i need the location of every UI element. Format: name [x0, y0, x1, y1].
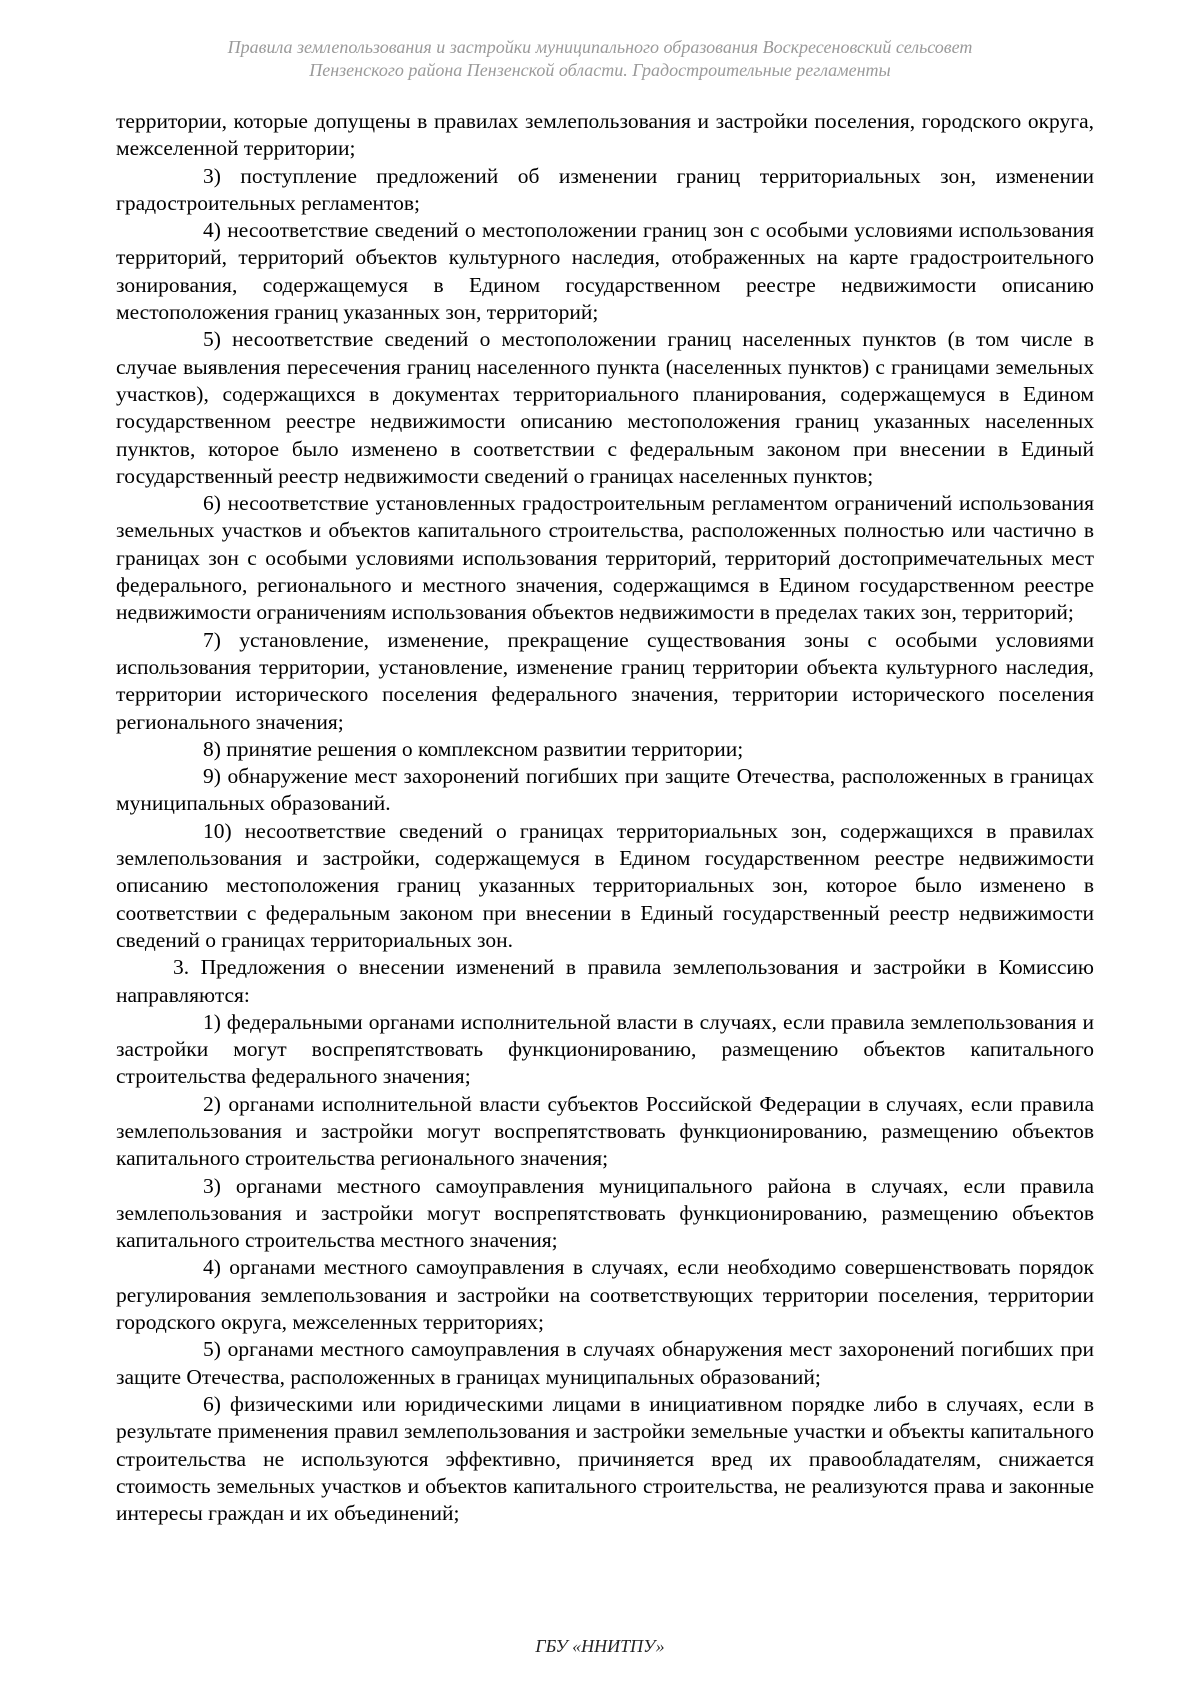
header-line-2: Пензенского района Пензенской области. Градостроительные регламенты: [309, 60, 891, 80]
page-header: [0, 36, 1200, 82]
section-3-item-5: 5) органами местного самоуправления в случаях обнаружения мест захоронений погибших при защите Отечества, расположенных в границах муниципальных образований;: [116, 1337, 1094, 1389]
page-footer: ГБУ «ННИТПУ»: [535, 1636, 665, 1656]
list-item-8: 8) принятие решения о комплексном развитии территории;: [203, 736, 744, 761]
section-3-item-3: 3) органами местного самоуправления муниципального района в случаях, если правила землепользования и застройки могут воспрепятствовать функционированию, размещению объектов капитального строительства местного значения;: [116, 1173, 1094, 1253]
header-line-1: Правила землепользования и застройки муниципального образования Воскресеновский сельсовет: [227, 37, 973, 57]
section-3-item-2: 2) органами исполнительной власти субъектов Российской Федерации в случаях, если правила землепользования и застройки могут воспрепятствовать функционированию, размещению объектов капитального строительства регионального значения;: [116, 1091, 1094, 1171]
section-3-item-1: 1) федеральными органами исполнительной власти в случаях, если правила землепользования и застройки могут воспрепятствовать функционированию, размещению объектов капитального строительства федерального значения;: [116, 1009, 1094, 1089]
section-3-item-4: 4) органами местного самоуправления в случаях, если необходимо совершенствовать порядок регулирования землепользования и застройки на соответствующих территории поселения, территории городского округа, межселенных территориях;: [116, 1255, 1094, 1335]
list-item-7: 7) установление, изменение, прекращение существования зоны с особыми условиями использования территории, установление, изменение границ территории объекта культурного наследия, территории исторического поселения федерального значения, территории исторического поселения регионального значения;: [116, 627, 1094, 734]
list-item-9: 9) обнаружение мест захоронений погибших при защите Отечества, расположенных в границах муниципальных образований.: [116, 764, 1094, 816]
list-item-4: 4) несоответствие сведений о местоположении границ зон с особыми условиями использования территорий, территорий объектов культурного наследия, отображенных на карте градостроительного зонирования, содержащемуся в Едином государственном реестре недвижимости описанию местоположения границ указанных зон, территорий;: [116, 218, 1094, 325]
paragraph-continuation: территории, которые допущены в правилах землепользования и застройки поселения, городского округа, межселенной территории;: [116, 109, 1094, 161]
list-item-10: 10) несоответствие сведений о границах территориальных зон, содержащихся в правилах землепользования и застройки, содержащемуся в Едином государственном реестре недвижимости описанию местоположения границ указанных территориальных зон, которое было изменено в соответствии с федеральным законом при внесении в Единый государственный реестр недвижимости сведений о границах территориальных зон.: [116, 818, 1094, 952]
section-3-item-6: 6) физическими или юридическими лицами в инициативном порядке либо в случаях, если в результате применения правил землепользования и застройки земельные участки и объекты капитального строительства не используются эффективно, причиняется вред их правообладателям, снижается стоимость земельных участков и объектов капитального строительства, не реализуются права и законные интересы граждан и их объединений;: [116, 1391, 1094, 1526]
document-body: [116, 108, 1094, 1527]
section-3-heading: 3. Предложения о внесении изменений в правила землепользования и застройки в Комиссию направляются:: [116, 955, 1094, 1007]
list-item-3: 3) поступление предложений об изменении границ территориальных зон, изменении градостроительных регламентов;: [116, 163, 1094, 215]
list-item-6: 6) несоответствие установленных градостроительным регламентом ограничений использования земельных участков и объектов капитального строительства, расположенных полностью или частично в границах зон с особыми условиями использования территорий, территорий достопримечательных мест федерального, регионального и местного значения, содержащимся в Едином государственном реестре недвижимости ограничениям использования объектов недвижимости в пределах таких зон, территорий;: [116, 491, 1094, 625]
list-item-5: 5) несоответствие сведений о местоположении границ населенных пунктов (в том числе в случае выявления пересечения границ населенного пункта (населенных пунктов) с границами земельных участков), содержащихся в документах территориального планирования, содержащемуся в Едином государственном реестре недвижимости описанию местоположения границ указанных населенных пунктов, которое было изменено в соответствии с федеральным законом при внесении в Единый государственный реестр недвижимости сведений о границах населенных пунктов;: [116, 327, 1094, 488]
